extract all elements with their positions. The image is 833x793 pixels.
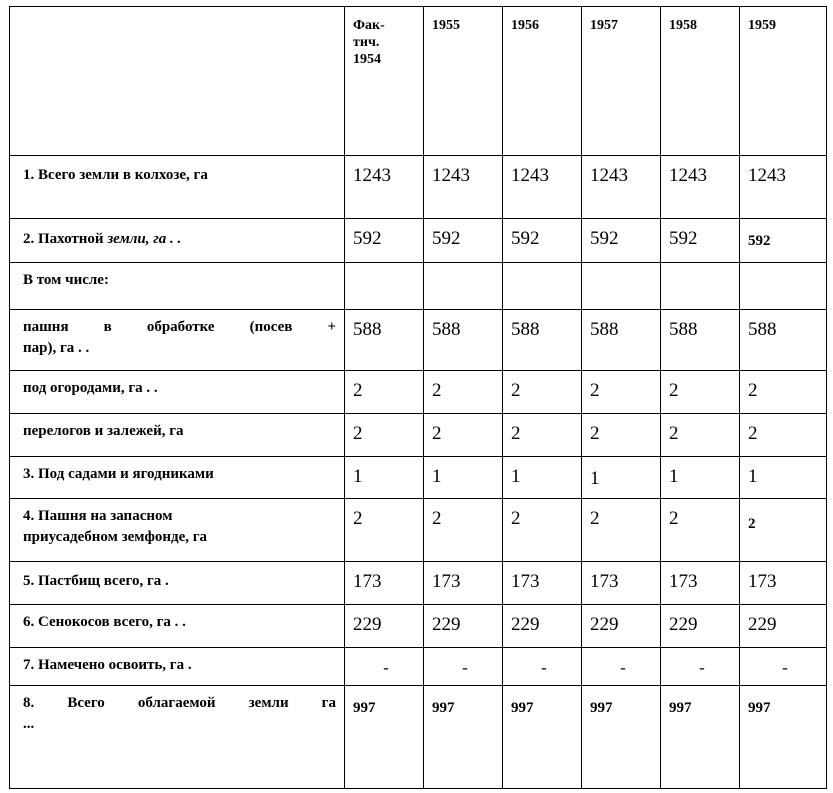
header-corner-cell: [10, 7, 345, 156]
table-cell: -: [503, 648, 582, 686]
table-cell: 2: [582, 371, 661, 414]
column-header-1959: 1959: [740, 7, 827, 156]
table-row: [10, 562, 827, 605]
table-cell: 2: [503, 414, 582, 457]
table-row: [10, 156, 827, 219]
row-label-line: пашня в обработке (посев +: [23, 319, 336, 335]
table-cell: [740, 263, 827, 310]
column-header-1958: 1958: [661, 7, 740, 156]
column-header-1956: 1956: [503, 7, 582, 156]
table-cell: 997: [582, 686, 661, 789]
table-cell: 2: [503, 499, 582, 562]
column-header-1955: 1955: [424, 7, 503, 156]
table-cell: 592: [661, 219, 740, 263]
table-cell: 2: [345, 371, 424, 414]
table-cell: 592: [424, 219, 503, 263]
table-cell: 2: [503, 371, 582, 414]
row-label-line: 4. Пашня на запасном: [23, 508, 173, 524]
table-cell: 1: [424, 457, 503, 499]
table-row: [10, 219, 827, 263]
row-label: 3. Под садами и ягодниками: [10, 457, 345, 499]
table-cell: [582, 263, 661, 310]
row-label: под огородами, га . .: [10, 371, 345, 414]
table-cell: [345, 263, 424, 310]
table-cell: 173: [740, 562, 827, 605]
row-label: В том числе:: [10, 263, 345, 310]
table-cell: -: [424, 648, 503, 686]
table-cell: 997: [503, 686, 582, 789]
table-row: [10, 414, 827, 457]
table-cell: -: [582, 648, 661, 686]
table-cell: 1243: [582, 156, 661, 219]
row-label-line: 8. Всего облагаемой земли га: [23, 695, 336, 711]
table-cell: [424, 263, 503, 310]
table-cell: 588: [424, 310, 503, 371]
row-label-line: ...: [23, 716, 35, 732]
table-row: [10, 605, 827, 648]
table-cell: 2: [740, 371, 827, 414]
table-cell: 592: [503, 219, 582, 263]
table-cell: 229: [582, 605, 661, 648]
table-cell: 588: [582, 310, 661, 371]
table-cell: 997: [424, 686, 503, 789]
table-cell: 173: [345, 562, 424, 605]
header-row: [10, 7, 827, 156]
table-cell: 229: [503, 605, 582, 648]
table-cell: 1: [345, 457, 424, 499]
row-label: 7. Намечено освоить, га .: [10, 648, 345, 686]
table-cell: 229: [345, 605, 424, 648]
table-cell: 173: [582, 562, 661, 605]
table-cell: 588: [503, 310, 582, 371]
row-label: [10, 310, 345, 371]
table-cell: 2: [424, 414, 503, 457]
table-cell: [661, 263, 740, 310]
table-row: [10, 499, 827, 562]
row-label: 5. Пастбищ всего, га .: [10, 562, 345, 605]
table-cell: 2: [582, 499, 661, 562]
table-cell: 2: [661, 499, 740, 562]
table-cell: 588: [740, 310, 827, 371]
table-cell: 588: [345, 310, 424, 371]
table-cell: 173: [503, 562, 582, 605]
land-use-table: [9, 6, 827, 789]
table-cell: 592: [740, 219, 827, 263]
table-cell: 1243: [740, 156, 827, 219]
table-row: [10, 263, 827, 310]
table-cell: 1: [740, 457, 827, 499]
row-label: [10, 686, 345, 789]
table-cell: 997: [661, 686, 740, 789]
table-cell: 2: [661, 414, 740, 457]
table-cell: -: [345, 648, 424, 686]
table-cell: 1243: [345, 156, 424, 219]
table-cell: 2: [661, 371, 740, 414]
table-row: [10, 648, 827, 686]
table-cell: 1: [661, 457, 740, 499]
table-cell: 229: [424, 605, 503, 648]
table-cell: 2: [740, 499, 827, 562]
table-cell: 173: [424, 562, 503, 605]
row-label: перелогов и залежей, га: [10, 414, 345, 457]
row-label: [10, 219, 345, 263]
table-cell: 2: [424, 371, 503, 414]
row-label-italic: земли, га . .: [107, 231, 182, 247]
table-cell: [503, 263, 582, 310]
table-cell: 588: [661, 310, 740, 371]
table-cell: 2: [345, 499, 424, 562]
table-row: [10, 310, 827, 371]
table-row: [10, 371, 827, 414]
table-cell: 229: [661, 605, 740, 648]
column-header-1954: Фак- тич. 1954: [345, 7, 424, 156]
table-cell: 1243: [424, 156, 503, 219]
table-cell: -: [740, 648, 827, 686]
table-row: [10, 457, 827, 499]
table-cell: 173: [661, 562, 740, 605]
table-cell: 1243: [661, 156, 740, 219]
table-cell: 229: [740, 605, 827, 648]
row-label: 1. Всего земли в колхозе, га: [10, 156, 345, 219]
table-row: [10, 686, 827, 789]
table-cell: 592: [582, 219, 661, 263]
row-label-line: приусадебном земфонде, га: [23, 529, 208, 545]
table-cell: 997: [345, 686, 424, 789]
table-cell: -: [661, 648, 740, 686]
row-label: 6. Сенокосов всего, га . .: [10, 605, 345, 648]
column-header-1957: 1957: [582, 7, 661, 156]
table-cell: 2: [345, 414, 424, 457]
table-cell: 997: [740, 686, 827, 789]
table-cell: 2: [424, 499, 503, 562]
table-cell: 592: [345, 219, 424, 263]
table-cell: 2: [582, 414, 661, 457]
row-label-line: пар), га . .: [23, 340, 90, 356]
table-cell: 1: [582, 457, 661, 499]
row-label-prefix: 2. Пахотной: [23, 231, 108, 247]
row-label: [10, 499, 345, 562]
table-cell: 1: [503, 457, 582, 499]
table-cell: 1243: [503, 156, 582, 219]
table-cell: 2: [740, 414, 827, 457]
